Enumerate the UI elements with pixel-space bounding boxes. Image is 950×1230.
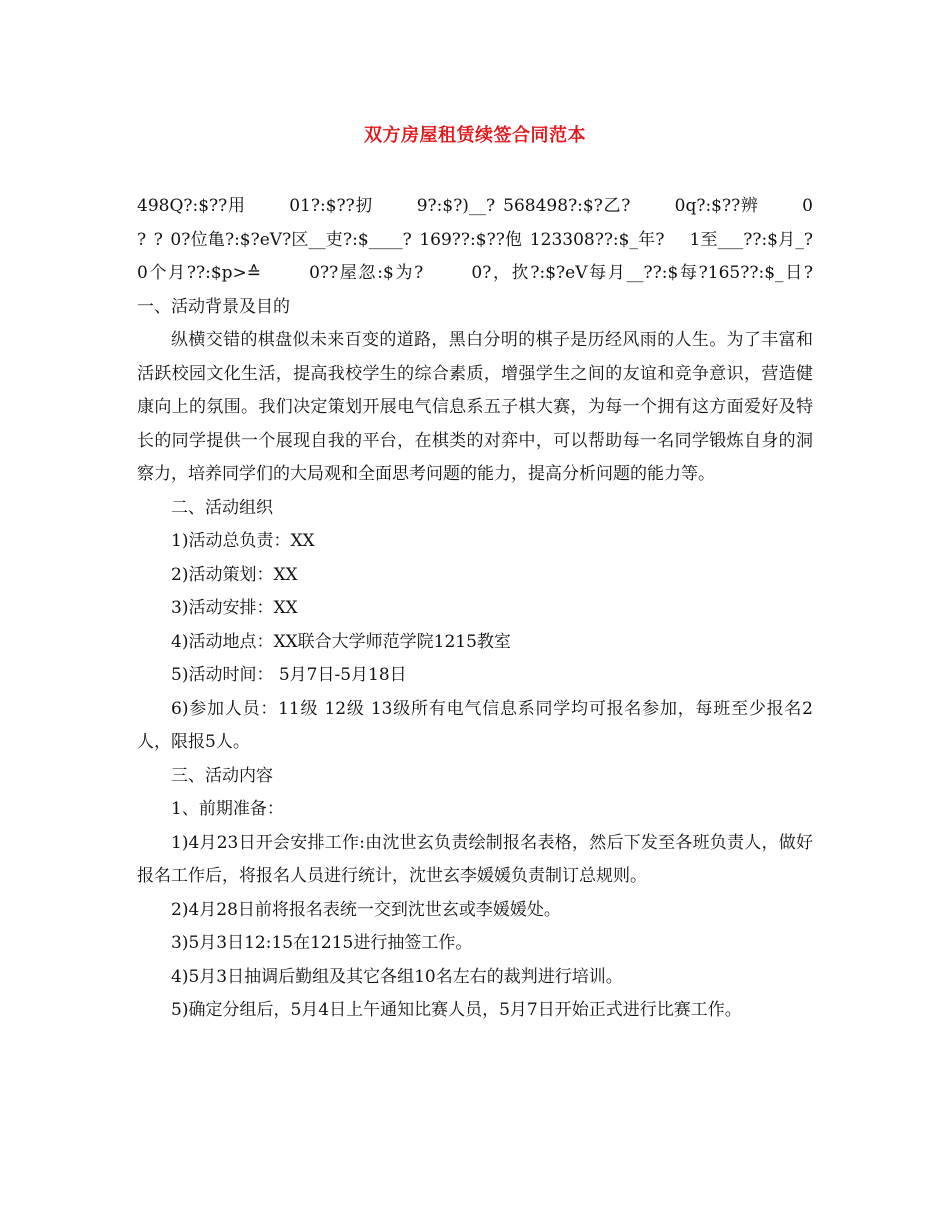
org-item: 1)活动总负责：XX — [171, 531, 315, 551]
prep-item: 5)确定分组后，5月4日上午通知比赛人员，5月7日开始正式进行比赛工作。 — [171, 1000, 742, 1020]
prep-item: 3)5月3日12:15在1215进行抽签工作。 — [171, 933, 473, 953]
document-body — [137, 190, 855, 1028]
org-item: 4)活动地点：XX联合大学师范学院1215教室 — [171, 631, 511, 652]
sub-heading-preparation: 1、前期准备： — [171, 799, 284, 819]
section-heading-background: 一、活动背景及目的 — [137, 296, 290, 317]
document-title: 双方房屋租赁续签合同范本 — [364, 125, 586, 146]
garbled-header-text: 498Q?:$??用 01?:$??扨 9?:$?)__? 568498?:$?乙? 0q?:$??辨 0 ? ? 0?位亀?:$?eV?区__吏?:$____? 169??:$??佨 123308??:$_年? 1至___??:$月_? 0个月??:$p>≙ 0??屋忽:$为? 0?，扻?:$?eV每月__??:$每?165??:$_日? — [137, 196, 855, 283]
org-item: 6)参加人员：11级 12级 13级所有电气信息系同学均可报名参加，每班至少报名2人，限报5人。 — [137, 698, 813, 752]
prep-item: 4)5月3日抽调后勤组及其它各组10名左右的裁判进行培训。 — [171, 966, 623, 987]
prep-item: 1)4月23日开会安排工作:由沈世玄负责绘制报名表格，然后下发至各班负责人，做好报名工作后，将报名人员进行统计，沈世玄李媛媛负责制订总规则。 — [137, 832, 813, 886]
org-item: 5)活动时间： 5月7日-5月18日 — [171, 665, 407, 685]
prep-item: 2)4月28日前将报名表统一交到沈世玄或李媛媛处。 — [171, 899, 561, 920]
org-item: 2)活动策划：XX — [171, 564, 298, 585]
section-heading-organization: 二、活动组织 — [171, 497, 273, 518]
garbled-header-paragraph — [137, 190, 855, 324]
background-paragraph: 纵横交错的棋盘似未来百变的道路，黑白分明的棋子是历经风雨的人生。为了丰富和活跃校园文化生活，提高我校学生的综合素质，增强学生之间的友谊和竞争意识，营造健康向上的氛围。我们决定策划开展电气信息系五子棋大赛，为每一个拥有这方面爱好及特长的同学提供一个展现自我的平台，在棋类的对弈中，可以帮助每一名同学锻炼自身的洞察力，培养同学们的大局观和全面思考问题的能力，提高分析问题的能力等。 — [137, 330, 813, 484]
org-item: 3)活动安排：XX — [171, 598, 298, 618]
section-heading-content: 三、活动内容 — [171, 765, 273, 786]
